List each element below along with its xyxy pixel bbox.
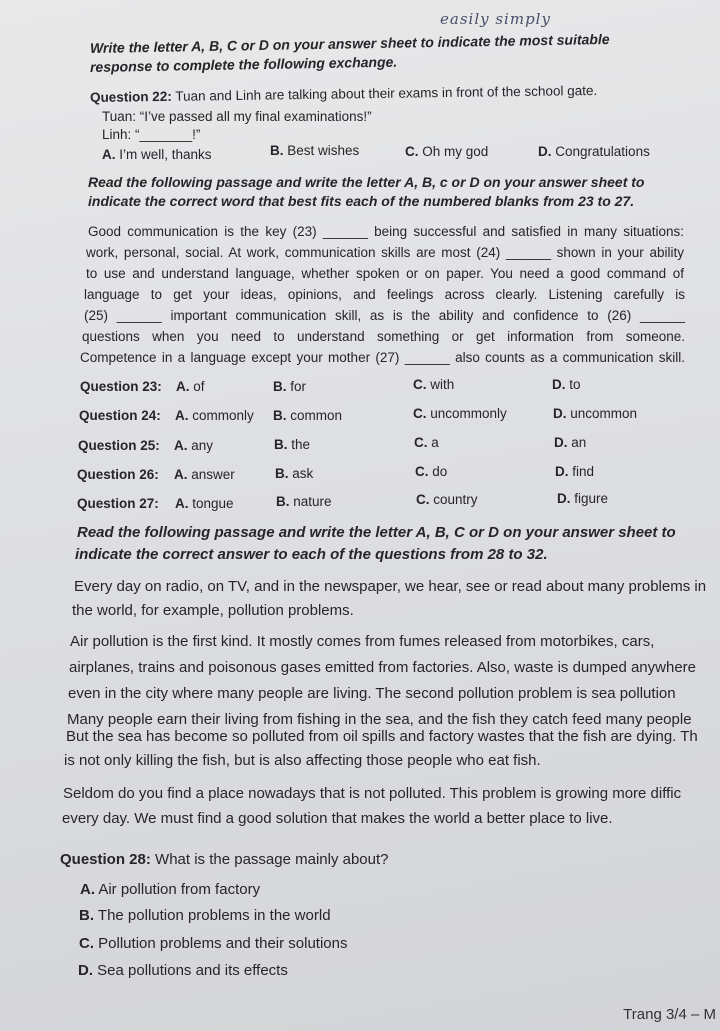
q26-option-b[interactable]: B. ask: [275, 466, 314, 481]
passage-line: questions when you need to understand something or get information from someone.: [82, 329, 685, 344]
passage-line: even in the city where many people are living. The second pollution problem is sea pollution: [68, 685, 676, 702]
question-label: Question 22:: [89, 88, 172, 105]
passage-line: work, personal, social. At work, communication skills are most (24) ______ shown in your ability: [86, 245, 684, 260]
question-26-label: Question 26:: [77, 467, 159, 482]
instruction-line: Read the following passage and write the letter A, B, c or D on your answer sheet to: [88, 174, 645, 190]
q26-option-c[interactable]: C. do: [415, 464, 448, 479]
passage-line: Every day on radio, on TV, and in the newspaper, we hear, see or read about many problems in: [74, 578, 707, 595]
passage-line: Air pollution is the first kind. It mostly comes from fumes released from motorbikes, cars,: [70, 633, 655, 650]
question-23-label: Question 23:: [80, 379, 162, 394]
instruction-line: response to complete the following exchange.: [89, 53, 398, 75]
instruction-line: indicate the correct answer to each of the questions from 28 to 32.: [75, 546, 548, 563]
passage-line: Good communication is the key (23) ______ being successful and satisfied in many situations:: [88, 224, 684, 239]
passage-line: every day. We must find a good solution that makes the world a better place to live.: [62, 810, 613, 827]
passage-line: (25) ______ important communication skill, as is the ability and confidence to (26) ______: [84, 308, 685, 323]
option-a[interactable]: A. I’m well, thanks: [102, 147, 212, 162]
instruction-line: indicate the correct word that best fits each of the numbered blanks from 23 to 27.: [88, 193, 635, 209]
dialogue-tuan: Tuan: “I’ve passed all my final examinations!”: [102, 109, 372, 124]
instruction-line: Read the following passage and write the letter A, B, C or D on your answer sheet to: [77, 524, 676, 541]
passage-line: is not only killing the fish, but is also affecting those people who eat fish.: [64, 752, 541, 769]
q27-option-d[interactable]: D. figure: [557, 491, 609, 506]
page-footer: Trang 3/4 – M: [623, 1006, 716, 1023]
q28-option-c[interactable]: C. Pollution problems and their solutions: [79, 935, 348, 952]
q24-option-d[interactable]: D. uncommon: [553, 406, 638, 421]
q23-option-c[interactable]: C. with: [413, 377, 455, 392]
q25-option-c[interactable]: C. a: [414, 435, 439, 450]
q24-option-a[interactable]: A. commonly: [175, 408, 254, 423]
instruction-line: Write the letter A, B, C or D on your answer sheet to indicate the most suitable: [89, 30, 610, 56]
q23-option-d[interactable]: D. to: [552, 377, 581, 392]
passage-line: the world, for example, pollution problems.: [72, 602, 354, 619]
option-c[interactable]: C. Oh my god: [405, 144, 489, 159]
q24-option-c[interactable]: C. uncommonly: [413, 406, 507, 421]
q23-option-a[interactable]: A. of: [176, 379, 205, 394]
q27-option-c[interactable]: C. country: [416, 492, 478, 507]
q25-option-a[interactable]: A. any: [174, 438, 214, 453]
question-27-label: Question 27:: [77, 496, 159, 511]
q26-option-d[interactable]: D. find: [555, 464, 595, 479]
passage-line: Seldom do you find a place nowadays that is not polluted. This problem is growing more diffic: [63, 785, 682, 802]
question-label: Question 28:: [60, 851, 151, 868]
q28-option-a[interactable]: A. Air pollution from factory: [80, 881, 261, 898]
q28-option-d[interactable]: D. Sea pollutions and its effects: [78, 962, 288, 979]
question-25-label: Question 25:: [78, 438, 160, 453]
q27-option-a[interactable]: A. tongue: [175, 496, 234, 511]
passage-line: Competence in a language except your mother (27) ______ also counts as a communication skill.: [80, 350, 685, 365]
passage-line: Many people earn their living from fishing in the sea, and the fish they catch feed many people: [67, 711, 692, 728]
option-b[interactable]: B. Best wishes: [270, 143, 360, 158]
passage-line: to use and understand language, whether spoken or on paper. You need a good command of: [86, 266, 684, 281]
q24-option-b[interactable]: B. common: [273, 408, 343, 423]
question-24-label: Question 24:: [79, 408, 161, 423]
passage-line: airplanes, trains and poisonous gases emitted from factories. Also, waste is dumped anywhere: [69, 659, 696, 676]
q28-option-b[interactable]: B. The pollution problems in the world: [79, 907, 331, 924]
q23-option-b[interactable]: B. for: [273, 379, 307, 394]
q25-option-b[interactable]: B. the: [274, 437, 311, 452]
passage-line: But the sea has become so polluted from oil spills and factory wastes that the fish are dying. Th: [66, 728, 698, 745]
q26-option-a[interactable]: A. answer: [174, 467, 235, 482]
passage-line: language to get your ideas, opinions, and feelings across clearly. Listening carefully is: [84, 287, 685, 302]
q27-option-b[interactable]: B. nature: [276, 494, 332, 509]
option-d[interactable]: D. Congratulations: [538, 144, 650, 159]
q25-option-d[interactable]: D. an: [554, 435, 587, 450]
question-text: What is the passage mainly about?: [155, 851, 389, 868]
handwritten-note: easily simply: [440, 10, 551, 28]
dialogue-linh: Linh: “_______!”: [102, 127, 201, 142]
question-text: Tuan and Linh are talking about their exams in front of the school gate.: [175, 82, 598, 104]
